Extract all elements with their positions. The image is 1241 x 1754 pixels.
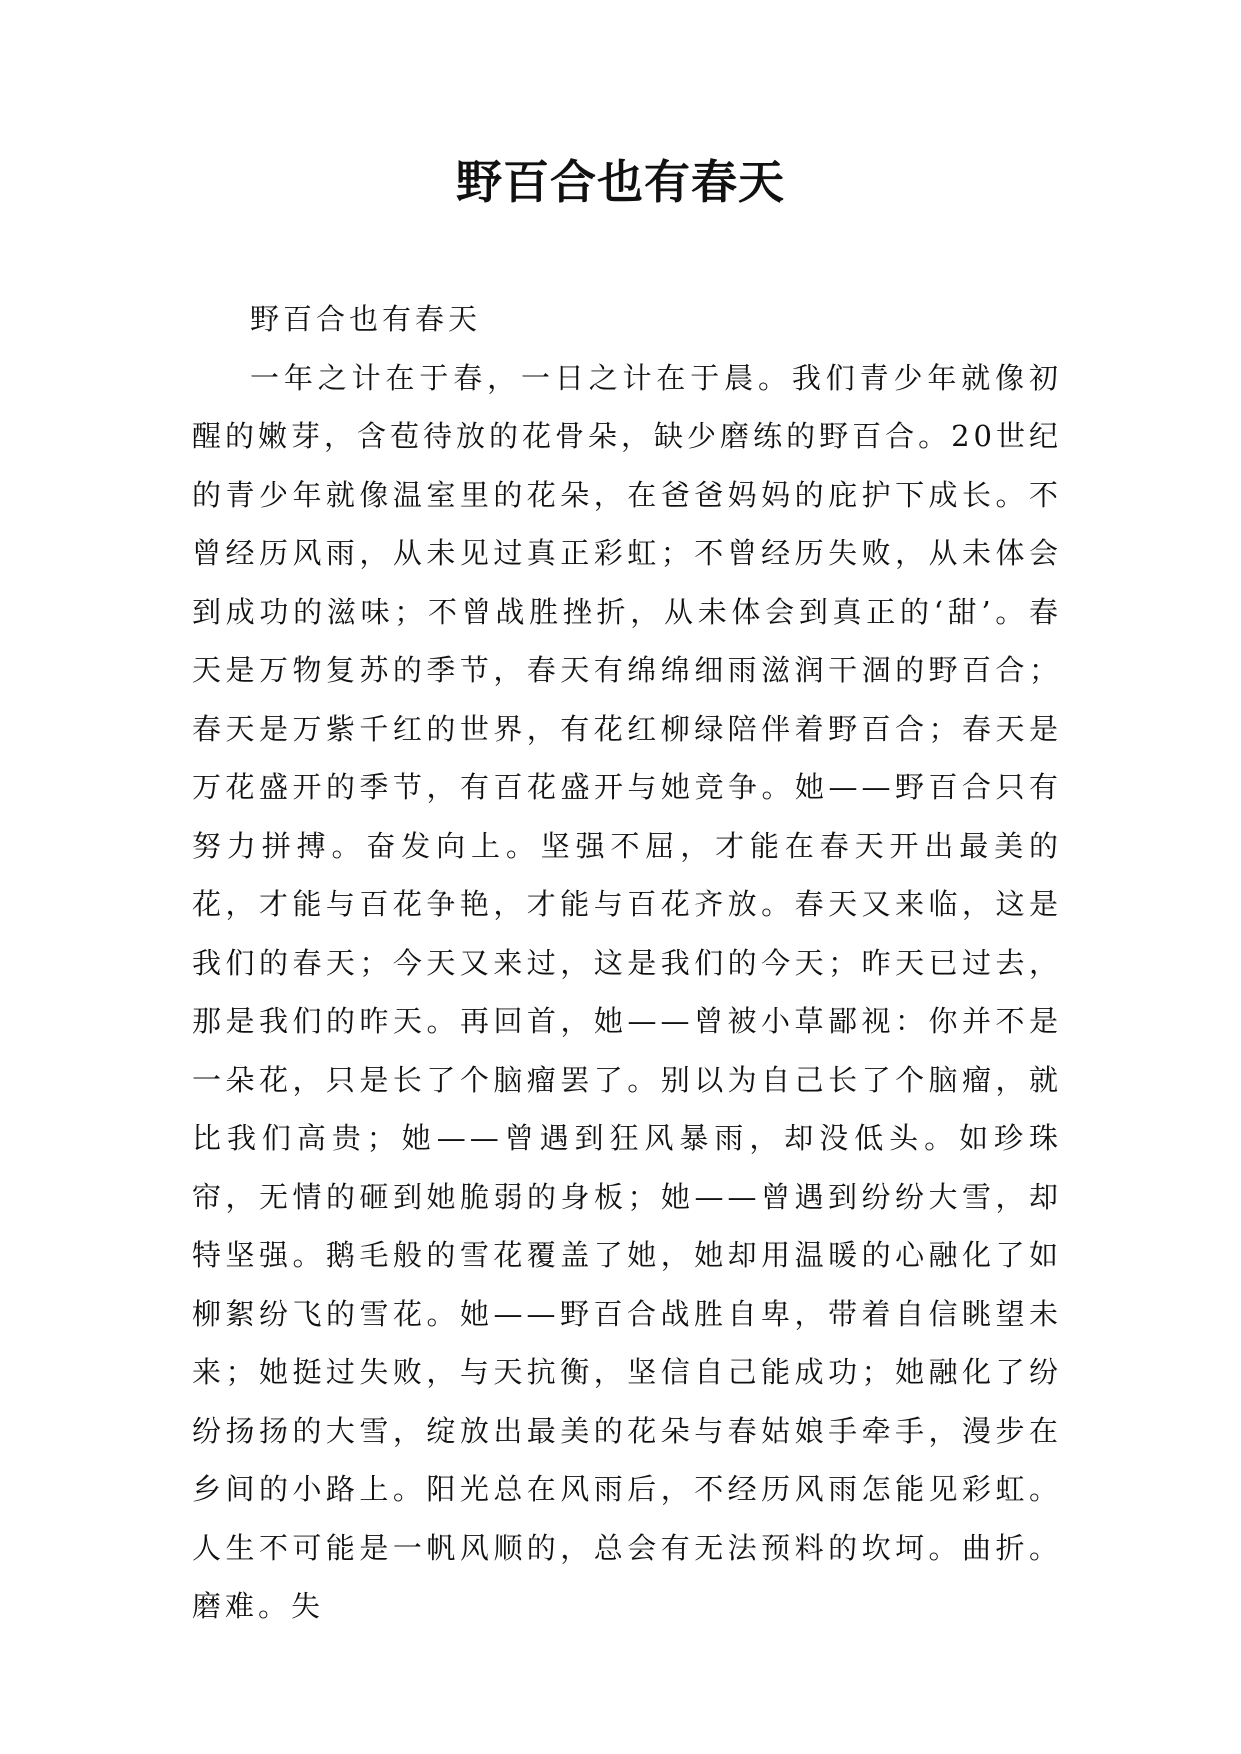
paragraph-main: 一年之计在于春，一日之计在于晨。我们青少年就像初醒的嫩芽，含苞待放的花骨朵，缺少磨练的野百合。20世纪的青少年就像温室里的花朵，在爸爸妈妈的庇护下成长。不曾经历风雨，从未见过真正彩虹；不曾经历失败，从未体会到成功的滋味；不曾战胜挫折，从未体会到真正的‘甜’。春天是万物复苏的季节，春天有绵绵细雨滋润干涸的野百合；春天是万紫千红的世界，有花红柳绿陪伴着野百合；春天是万花盛开的季节，有百花盛开与她竞争。她——野百合只有努力拼搏。奋发向上。坚强不屈，才能在春天开出最美的花，才能与百花争艳，才能与百花齐放。春天又来临，这是我们的春天；今天又来过，这是我们的今天；昨天已过去，那是我们的昨天。再回首，她——曾被小草鄙视：你并不是一朵花，只是长了个脑瘤罢了。别以为自己长了个脑瘤，就比我们高贵；她——曾遇到狂风暴雨，却没低头。如珍珠帘，无情的砸到她脆弱的身板；她——曾遇到纷纷大雪，却特坚强。鹅毛般的雪花覆盖了她，她却用温暖的心融化了如柳絮纷飞的雪花。她——野百合战胜自卑，带着自信眺望未来；她挺过失败，与天抗衡，坚信自己能成功；她融化了纷纷扬扬的大雪，绽放出最美的花朵与春姑娘手牵手，漫步在乡间的小路上。阳光总在风雨后，不经历风雨怎能见彩虹。人生不可能是一帆风顺的，总会有无法预料的坎坷。曲折。磨难。失 — [192, 360, 1062, 1623]
document-body — [192, 290, 1062, 1636]
paragraph-subtitle: 野百合也有春天 — [250, 302, 482, 336]
document-title: 野百合也有春天 — [456, 155, 785, 209]
